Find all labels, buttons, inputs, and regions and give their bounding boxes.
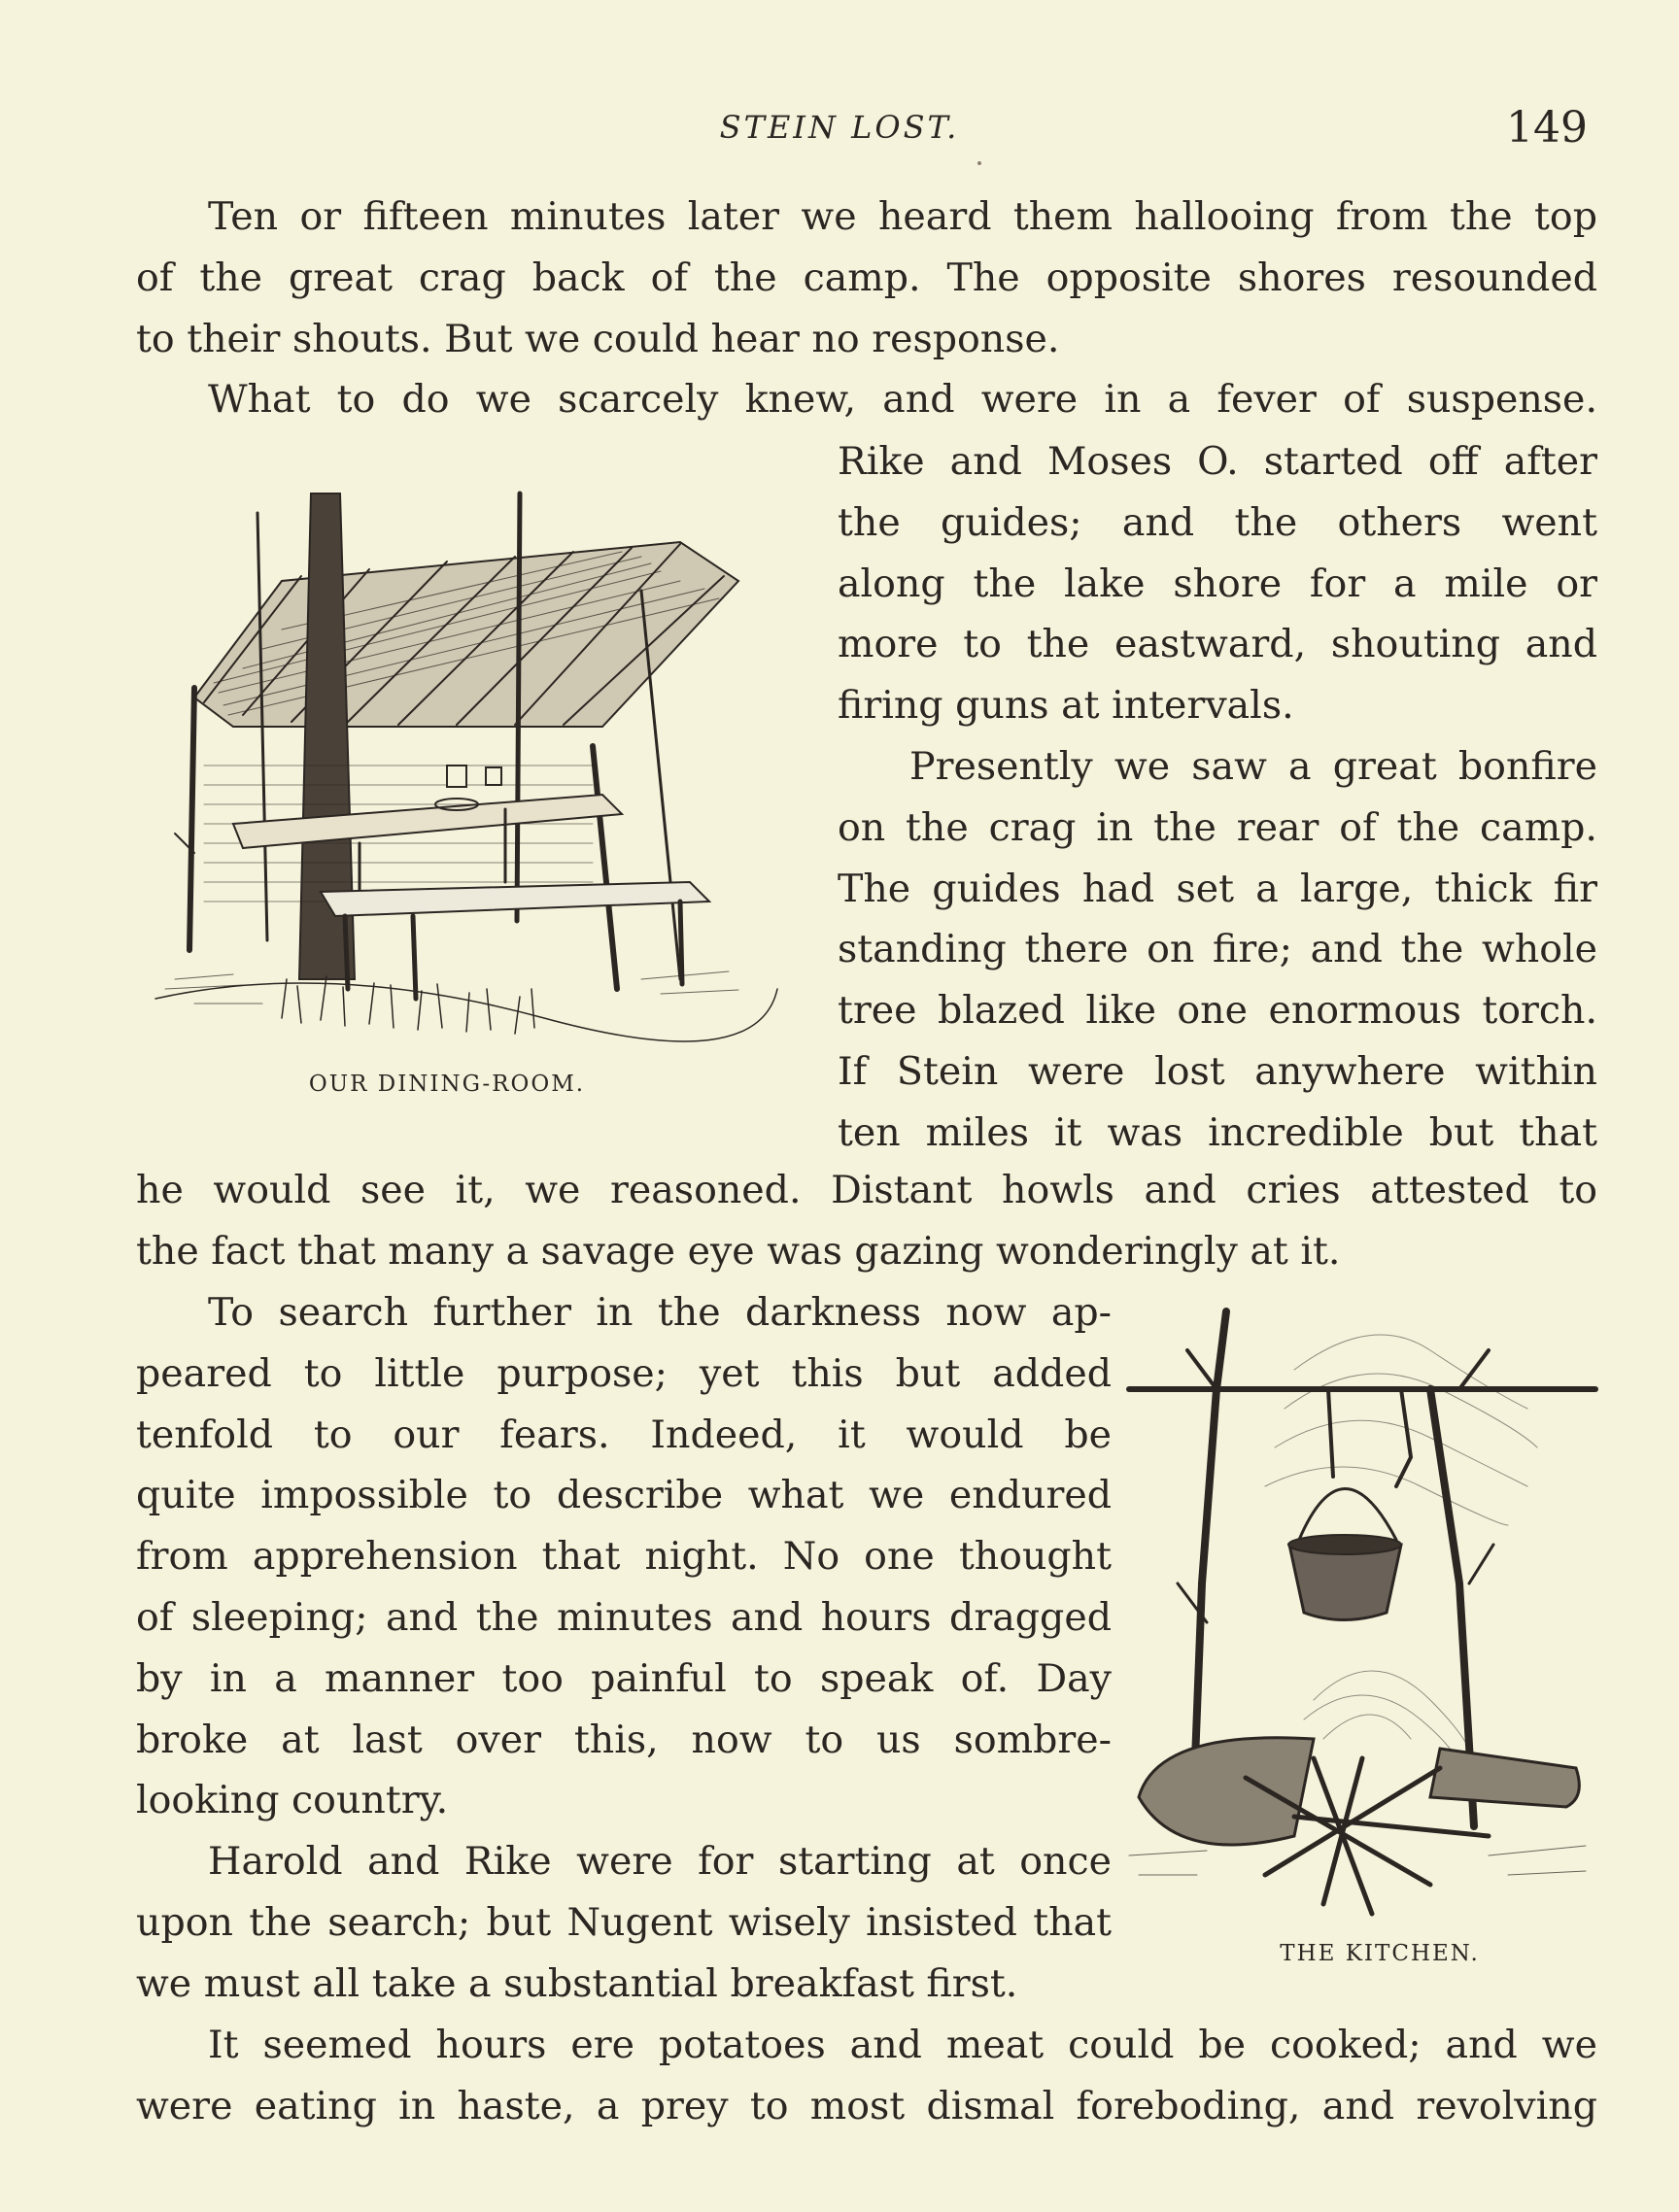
page-number: 149	[1506, 103, 1588, 153]
text-line: It seemed hours ere potatoes and meat could be cooked; and we	[208, 2023, 1597, 2067]
text-line: by in a manner too painful to speak of. Day	[136, 1655, 1112, 1701]
text-line: to their shouts. But we could hear no response.	[136, 316, 1060, 361]
dining-room-illustration	[136, 474, 797, 1057]
text-line: Presently we saw a great bonfire	[909, 743, 1597, 789]
paragraph-final	[136, 2015, 1597, 2137]
text-line: broke at last over this, now to us sombre-	[136, 1717, 1112, 1762]
text-line: the fact that many a savage eye was gazing wonderingly at it.	[136, 1228, 1341, 1274]
text-line: he would see it, we reasoned. Distant howls and cries attested to	[136, 1168, 1597, 1212]
text-line: looking country.	[136, 1778, 449, 1823]
text-line: ten miles it was incredible but that	[838, 1109, 1597, 1155]
text-line: If Stein were lost anywhere within	[838, 1048, 1597, 1094]
text-line: quite impossible to describe what we endured	[136, 1473, 1112, 1518]
text-line: more to the eastward, shouting and	[838, 622, 1597, 667]
text-line: of the great crag back of the camp. The opposite shores resounded	[136, 255, 1597, 300]
text-line: tenfold to our fears. Indeed, it would be	[136, 1412, 1112, 1457]
text-line: Harold and Rike were for starting at once	[208, 1839, 1112, 1885]
kitchen-engraving	[1119, 1292, 1605, 1933]
paragraph-1	[136, 187, 1597, 430]
right-column-text	[838, 431, 1597, 1164]
text-line: the guides; and the others went	[838, 499, 1597, 545]
paragraph-2-continued	[136, 1160, 1597, 1282]
text-line: To search further in the darkness now ap-	[208, 1290, 1112, 1335]
dining-room-engraving	[136, 474, 797, 1057]
dining-room-caption: OUR DINING-ROOM.	[308, 1072, 586, 1097]
text-line: were eating in haste, a prey to most dismal foreboding, and revolving	[136, 2083, 1597, 2128]
text-line: firing guns at intervals.	[838, 683, 1294, 729]
text-line: on the crag in the rear of the camp.	[838, 804, 1597, 850]
text-line: of sleeping; and the minutes and hours dragged	[136, 1594, 1112, 1640]
text-line: tree blazed like one enormous torch.	[838, 988, 1597, 1034]
text-line: Rike and Moses O. started off after	[838, 439, 1597, 484]
text-line: from apprehension that night. No one thought	[136, 1534, 1112, 1580]
ink-speck	[977, 161, 981, 165]
text-line: What to do we scarcely knew, and were in a fever of suspense.	[208, 377, 1597, 423]
text-line: peared to little purpose; yet this but added	[136, 1350, 1112, 1396]
kitchen-caption: THE KITCHEN.	[1280, 1941, 1480, 1966]
text-line: standing there on fire; and the whole	[838, 927, 1597, 972]
text-line: we must all take a substantial breakfast first.	[136, 1960, 1018, 2006]
text-line: The guides had set a large, thick fir	[838, 866, 1597, 911]
text-line: Ten or fifteen minutes later we heard them hallooing from the top	[208, 194, 1597, 239]
kitchen-illustration	[1119, 1292, 1605, 1933]
text-line: along the lake shore for a mile or	[838, 561, 1597, 606]
left-column-text	[136, 1282, 1112, 2015]
text-line: upon the search; but Nugent wisely insisted that	[136, 1899, 1112, 1945]
running-title: STEIN LOST.	[719, 109, 960, 146]
